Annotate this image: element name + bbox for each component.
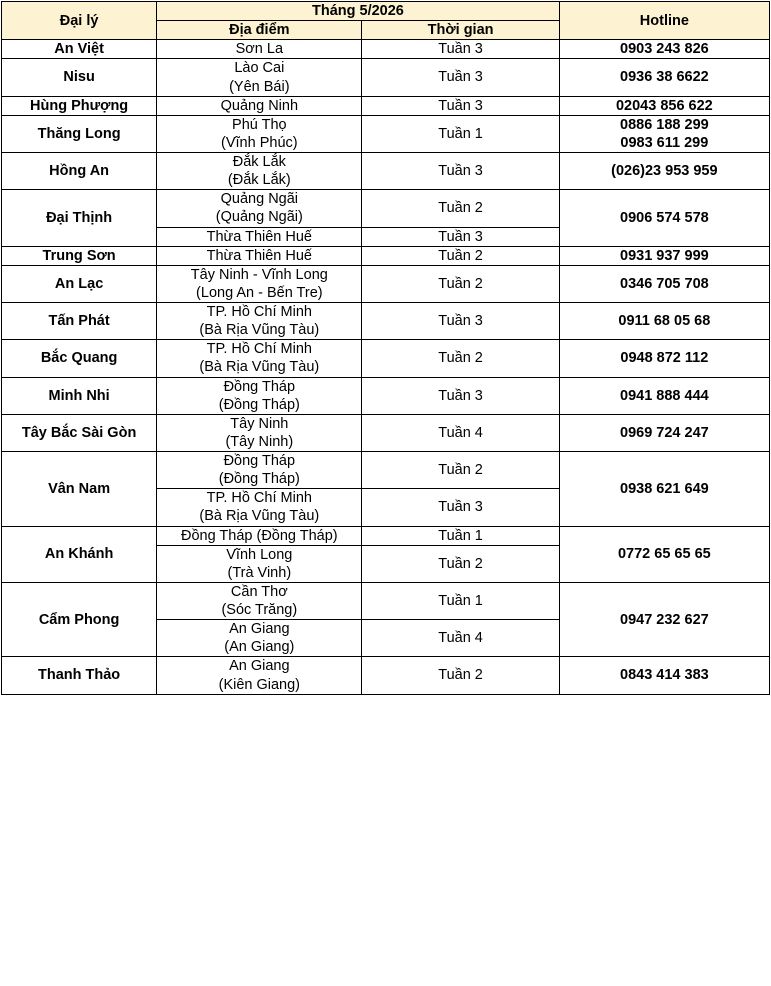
location-cell bbox=[157, 115, 362, 152]
location-secondary: (An Giang) bbox=[224, 639, 295, 656]
location-cell bbox=[157, 489, 362, 526]
location-secondary: (Đồng Tháp) bbox=[218, 396, 300, 413]
table-row bbox=[2, 582, 770, 619]
table-row bbox=[2, 115, 770, 152]
location-cell bbox=[157, 620, 362, 657]
location-primary: Cần Thơ bbox=[230, 583, 288, 600]
location-primary: Đồng Tháp bbox=[223, 378, 296, 395]
hotline-cell[interactable]: 0936 38 6622 bbox=[559, 59, 769, 96]
agency-name-cell: Tây Bắc Sài Gòn bbox=[2, 414, 157, 451]
location-primary: TP. Hồ Chí Minh bbox=[206, 490, 312, 507]
location-secondary: (Bà Rịa Vũng Tàu) bbox=[199, 508, 320, 525]
location-primary: Lào Cai bbox=[234, 60, 285, 77]
time-cell: Tuần 4 bbox=[362, 414, 559, 451]
location-primary: An Giang bbox=[229, 621, 290, 638]
hotline-cell[interactable]: 0911 68 05 68 bbox=[559, 303, 769, 340]
time-cell: Tuần 2 bbox=[362, 545, 559, 582]
time-cell: Tuần 3 bbox=[362, 227, 559, 246]
table-row bbox=[2, 452, 770, 489]
location-primary: Sơn La bbox=[235, 41, 284, 58]
location-cell bbox=[157, 227, 362, 246]
agency-name-cell: Thanh Thảo bbox=[2, 657, 157, 694]
location-secondary: (Bà Rịa Vũng Tàu) bbox=[199, 359, 320, 376]
location-primary: Đồng Tháp (Đồng Tháp) bbox=[180, 527, 338, 544]
time-cell: Tuần 3 bbox=[362, 96, 559, 115]
hotline-cell[interactable]: 0941 888 444 bbox=[559, 377, 769, 414]
time-cell: Tuần 3 bbox=[362, 377, 559, 414]
hotline-cell[interactable]: 0346 705 708 bbox=[559, 265, 769, 302]
location-secondary: (Đồng Tháp) bbox=[218, 471, 300, 488]
table-row bbox=[2, 526, 770, 545]
hotline-cell[interactable]: 02043 856 622 bbox=[559, 96, 769, 115]
agency-name-cell: Đại Thịnh bbox=[2, 190, 157, 246]
agency-schedule-table bbox=[1, 1, 770, 695]
table-row bbox=[2, 657, 770, 694]
hotline-line-2: 0983 611 299 bbox=[620, 134, 709, 151]
agency-name-cell: Thăng Long bbox=[2, 115, 157, 152]
time-cell: Tuần 2 bbox=[362, 190, 559, 227]
location-primary: Tây Ninh - Vĩnh Long bbox=[190, 266, 328, 283]
location-cell bbox=[157, 190, 362, 227]
time-cell: Tuần 2 bbox=[362, 340, 559, 377]
time-cell: Tuần 2 bbox=[362, 657, 559, 694]
location-cell bbox=[157, 377, 362, 414]
agency-name-cell: An Khánh bbox=[2, 526, 157, 582]
hotline-line-1: 0886 188 299 bbox=[620, 116, 709, 133]
table-row bbox=[2, 246, 770, 265]
hotline-cell[interactable]: 0843 414 383 bbox=[559, 657, 769, 694]
location-cell bbox=[157, 265, 362, 302]
agency-name-cell: Tấn Phát bbox=[2, 303, 157, 340]
time-cell: Tuần 3 bbox=[362, 303, 559, 340]
hotline-cell[interactable]: 0772 65 65 65 bbox=[559, 526, 769, 582]
agency-name-cell: Bắc Quang bbox=[2, 340, 157, 377]
time-cell: Tuần 2 bbox=[362, 265, 559, 302]
location-secondary: (Yên Bái) bbox=[229, 78, 290, 95]
agency-name-cell: Minh Nhi bbox=[2, 377, 157, 414]
location-cell bbox=[157, 452, 362, 489]
agency-name-cell: Cẩm Phong bbox=[2, 582, 157, 657]
time-cell: Tuần 2 bbox=[362, 452, 559, 489]
location-cell bbox=[157, 414, 362, 451]
column-header-time: Thời gian bbox=[362, 21, 559, 40]
location-cell bbox=[157, 40, 362, 59]
location-cell bbox=[157, 340, 362, 377]
location-primary: Thừa Thiên Huế bbox=[206, 247, 312, 264]
hotline-cell[interactable]: 0948 872 112 bbox=[559, 340, 769, 377]
time-cell: Tuần 3 bbox=[362, 489, 559, 526]
location-primary: Tây Ninh bbox=[230, 415, 289, 432]
location-primary: Đồng Tháp bbox=[223, 453, 296, 469]
hotline-cell[interactable]: 0969 724 247 bbox=[559, 414, 769, 451]
table-row bbox=[2, 265, 770, 302]
table-header bbox=[2, 2, 770, 40]
table-row bbox=[2, 190, 770, 227]
hotline-cell[interactable]: 0903 243 826 bbox=[559, 40, 769, 59]
column-header-agency: Đại lý bbox=[2, 2, 157, 40]
hotline-cell[interactable]: 0906 574 578 bbox=[559, 190, 769, 246]
location-cell bbox=[157, 582, 362, 619]
location-secondary: (Đắk Lắk) bbox=[227, 172, 291, 189]
location-secondary: (Vĩnh Phúc) bbox=[221, 134, 298, 151]
location-primary: Phú Thọ bbox=[232, 116, 287, 133]
hotline-cell[interactable]: 0931 937 999 bbox=[559, 246, 769, 265]
table-row bbox=[2, 96, 770, 115]
time-cell: Tuần 1 bbox=[362, 526, 559, 545]
hotline-cell[interactable]: (026)23 953 959 bbox=[559, 153, 769, 190]
location-primary: Vĩnh Long bbox=[226, 546, 293, 563]
location-cell bbox=[157, 246, 362, 265]
location-cell bbox=[157, 545, 362, 582]
table-row bbox=[2, 153, 770, 190]
agency-name-cell: Nisu bbox=[2, 59, 157, 96]
location-primary: Quảng Ngãi bbox=[220, 191, 299, 208]
time-cell: Tuần 1 bbox=[362, 582, 559, 619]
time-cell: Tuần 3 bbox=[362, 59, 559, 96]
table-row bbox=[2, 59, 770, 96]
agency-name-cell: An Lạc bbox=[2, 265, 157, 302]
table-row bbox=[2, 40, 770, 59]
location-secondary: (Sóc Trăng) bbox=[221, 602, 298, 618]
location-cell bbox=[157, 96, 362, 115]
time-cell: Tuần 3 bbox=[362, 153, 559, 190]
location-primary: Quảng Ninh bbox=[220, 97, 299, 114]
table-row bbox=[2, 303, 770, 340]
time-cell: Tuần 2 bbox=[362, 246, 559, 265]
location-cell bbox=[157, 303, 362, 340]
location-secondary: (Long An - Bến Tre) bbox=[196, 284, 323, 301]
time-cell: Tuần 4 bbox=[362, 620, 559, 657]
time-cell: Tuần 1 bbox=[362, 115, 559, 152]
hotline-cell[interactable]: 0938 621 649 bbox=[559, 452, 769, 527]
location-secondary: (Quảng Ngãi) bbox=[215, 209, 303, 226]
location-secondary: (Kiên Giang) bbox=[218, 676, 301, 693]
location-secondary: (Tây Ninh) bbox=[225, 433, 294, 450]
agency-name-cell: Hùng Phượng bbox=[2, 96, 157, 115]
time-cell: Tuần 3 bbox=[362, 40, 559, 59]
location-primary: Thừa Thiên Huế bbox=[206, 228, 312, 245]
hotline-cell[interactable]: 0947 232 627 bbox=[559, 582, 769, 657]
location-primary: TP. Hồ Chí Minh bbox=[206, 341, 312, 358]
column-header-hotline: Hotline bbox=[559, 2, 769, 40]
location-cell bbox=[157, 526, 362, 545]
agency-name-cell: An Việt bbox=[2, 40, 157, 59]
location-primary: Đắk Lắk bbox=[232, 154, 286, 170]
agency-name-cell: Vân Nam bbox=[2, 452, 157, 527]
agency-name-cell: Hồng An bbox=[2, 153, 157, 190]
location-cell bbox=[157, 657, 362, 694]
table-row bbox=[2, 377, 770, 414]
location-primary: TP. Hồ Chí Minh bbox=[206, 304, 312, 320]
table-row bbox=[2, 414, 770, 451]
location-primary: An Giang bbox=[229, 658, 290, 675]
header-row-top bbox=[2, 2, 770, 21]
column-header-month: Tháng 5/2026 bbox=[157, 2, 560, 21]
column-header-place: Địa điểm bbox=[157, 21, 362, 40]
location-secondary: (Trà Vinh) bbox=[227, 564, 292, 581]
table-body bbox=[2, 40, 770, 694]
location-cell bbox=[157, 59, 362, 96]
table-row bbox=[2, 340, 770, 377]
agency-name-cell: Trung Sơn bbox=[2, 246, 157, 265]
location-cell bbox=[157, 153, 362, 190]
location-secondary: (Bà Rịa Vũng Tàu) bbox=[199, 322, 320, 339]
hotline-cell[interactable] bbox=[559, 115, 769, 152]
